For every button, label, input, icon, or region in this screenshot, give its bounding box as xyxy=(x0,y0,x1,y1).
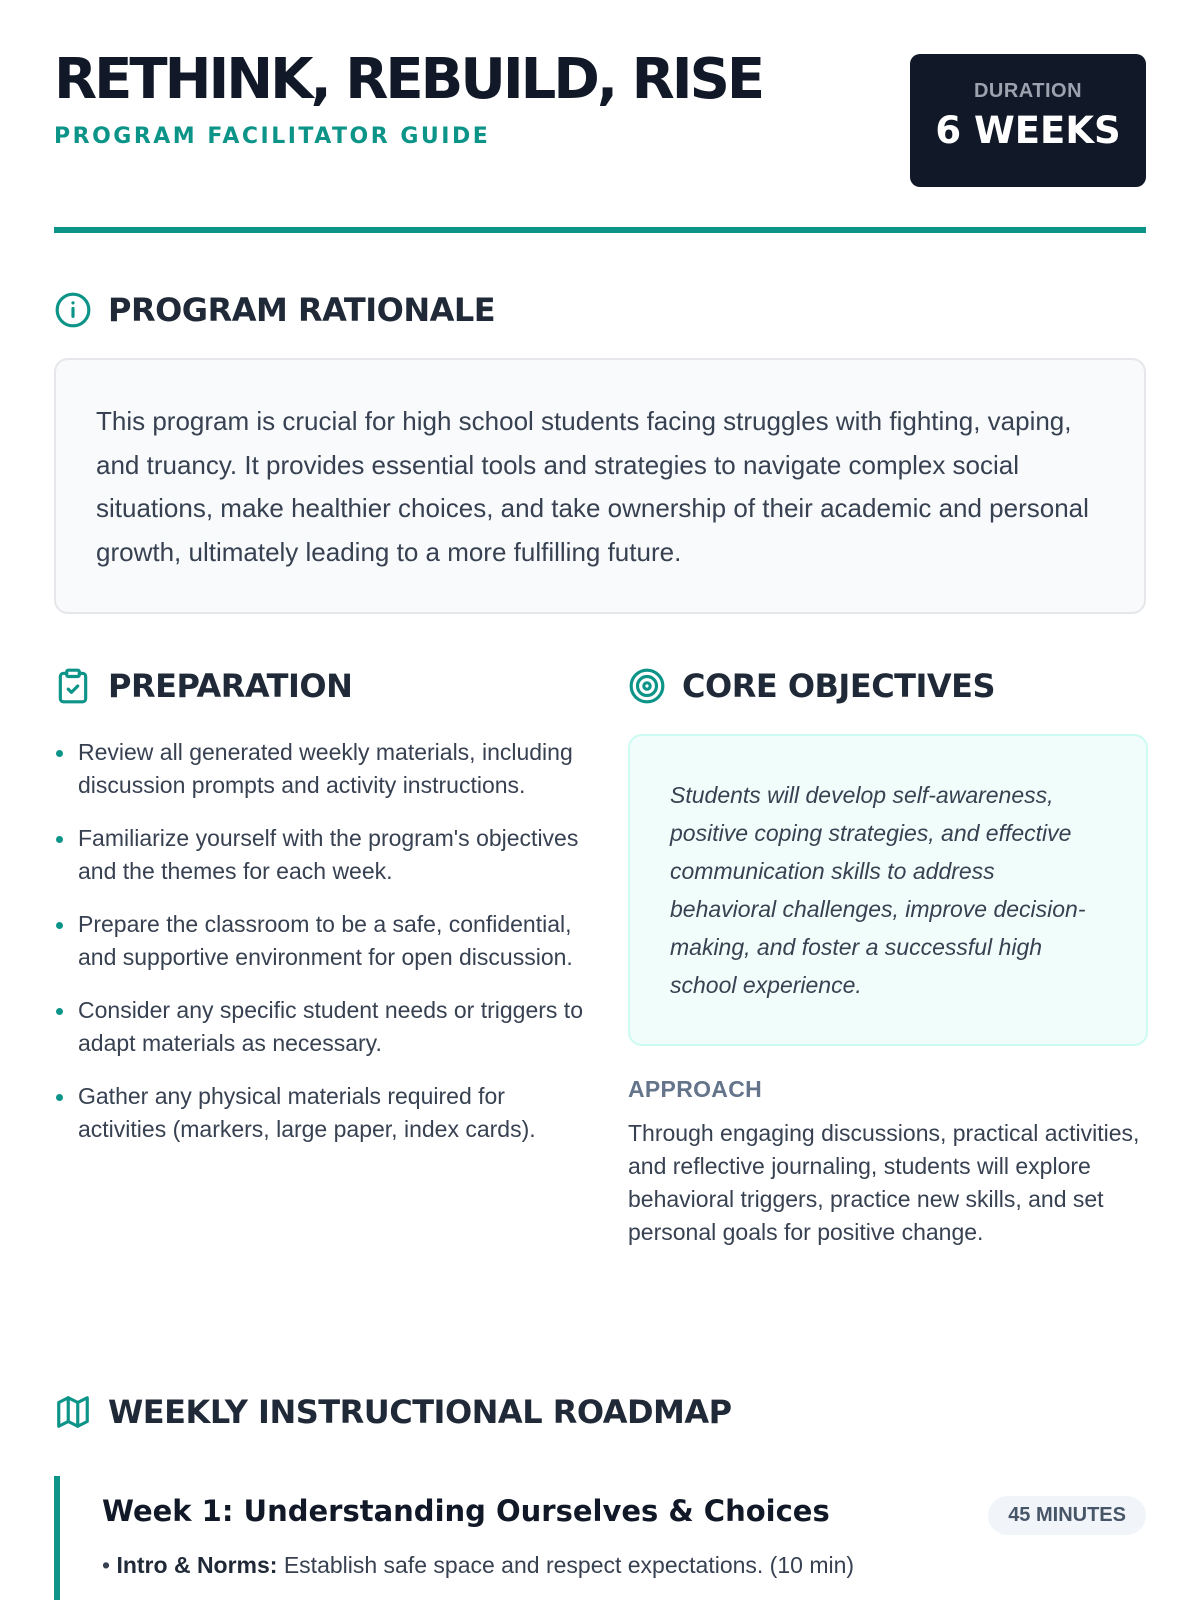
preparation-item-text: Prepare the classroom to be a safe, confidential, and supportive environment for open discussion. xyxy=(78,911,573,970)
list-item xyxy=(54,908,586,974)
duration-value: 6 WEEKS xyxy=(935,109,1121,152)
bullet-dot xyxy=(56,922,63,929)
preparation-item-text: Consider any specific student needs or triggers to adapt materials as necessary. xyxy=(78,997,583,1056)
week-agenda-item xyxy=(102,1552,854,1579)
week-card xyxy=(54,1476,1146,1600)
objectives-section xyxy=(628,664,1148,1249)
duration-badge: 45 MINUTES xyxy=(988,1496,1146,1535)
roadmap-heading: WEEKLY INSTRUCTIONAL ROADMAP xyxy=(108,1393,732,1431)
list-item xyxy=(54,822,586,888)
preparation-item-text: Review all generated weekly materials, including discussion prompts and activity instructions. xyxy=(78,739,573,798)
agenda-item-label: Intro & Norms: xyxy=(116,1552,278,1578)
page-title: RETHINK, REBUILD, RISE xyxy=(54,47,763,112)
duration-label: DURATION xyxy=(973,80,1083,102)
target-icon xyxy=(628,667,666,705)
page-header xyxy=(54,0,1146,230)
preparation-heading-row xyxy=(54,664,586,708)
objectives-heading-row xyxy=(628,664,1148,708)
preparation-item-text: Familiarize yourself with the program's objectives and the themes for each week. xyxy=(78,825,579,884)
roadmap-heading-row xyxy=(54,1390,1146,1434)
duration-card xyxy=(910,54,1146,187)
approach-text: Through engaging discussions, practical activities, and reflective journaling, students will explore behavioral triggers, practice new skills, and set personal goals for positive change. xyxy=(628,1120,1140,1245)
preparation-section xyxy=(54,664,586,1166)
approach-label: APPROACH xyxy=(628,1076,763,1102)
objectives-text: Students will develop self-awareness, positive coping strategies, and effective communication skills to address behavioral challenges, improve decision-making, and foster a successful high school experience. xyxy=(628,734,1148,1046)
agenda-item-text: Establish safe space and respect expectations. (10 min) xyxy=(283,1552,855,1578)
preparation-list xyxy=(54,736,586,1146)
preparation-heading: PREPARATION xyxy=(108,667,353,705)
map-icon xyxy=(54,1393,92,1431)
bullet-dot xyxy=(56,1008,63,1015)
header-divider xyxy=(54,227,1146,233)
preparation-item-text: Gather any physical materials required for activities (markers, large paper, index cards). xyxy=(78,1083,536,1142)
roadmap-section xyxy=(54,1390,1146,1578)
page-subtitle: PROGRAM FACILITATOR GUIDE xyxy=(54,124,491,149)
agenda-bullet: • xyxy=(102,1552,111,1578)
list-item xyxy=(54,994,586,1060)
bullet-dot xyxy=(56,836,63,843)
objectives-heading: CORE OBJECTIVES xyxy=(682,667,996,705)
list-item xyxy=(54,1080,586,1146)
list-item xyxy=(54,736,586,802)
rationale-heading: PROGRAM RATIONALE xyxy=(108,291,496,329)
rationale-text: This program is crucial for high school students facing struggles with fighting, vaping, and truancy. It provides essential tools and strategies to navigate complex social situations, make healthier choices, and take ownership of their academic and personal growth, ultimately leading to a more fulfilling future. xyxy=(54,358,1146,614)
week-title: Week 1: Understanding Ourselves & Choices xyxy=(102,1494,830,1528)
bullet-dot xyxy=(56,1094,63,1101)
clipboard-check-icon xyxy=(54,667,92,705)
rationale-heading-row xyxy=(54,288,1146,332)
bullet-dot xyxy=(56,750,63,757)
info-icon xyxy=(54,291,92,329)
rationale-section xyxy=(54,288,1146,614)
